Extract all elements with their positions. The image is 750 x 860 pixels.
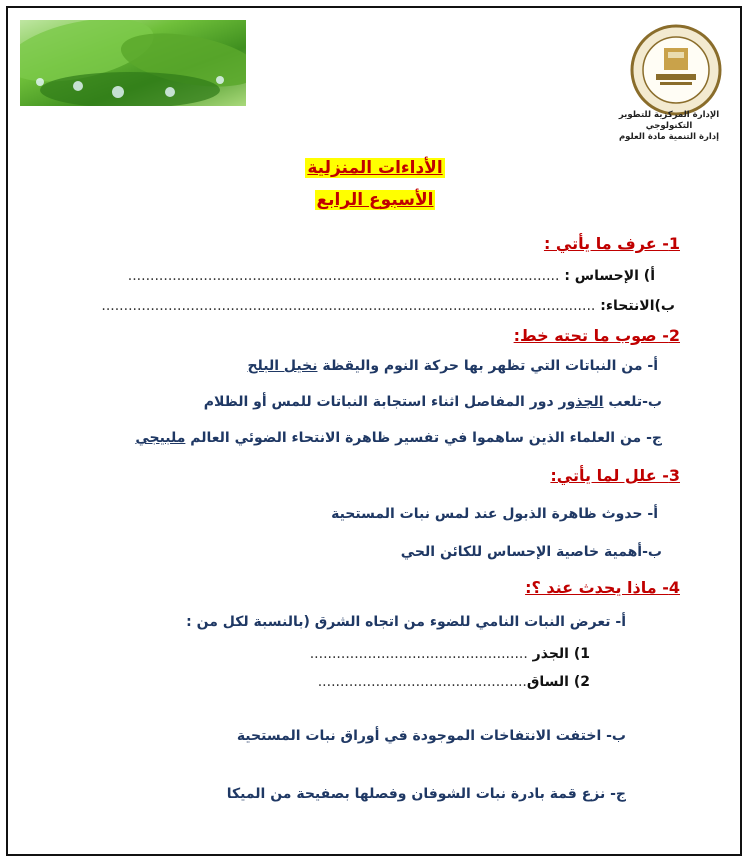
q1-item-b-label: ب)الانتحاء: [600,298,675,314]
q2-item-a [247,358,658,374]
q4-item-a2 [318,674,590,690]
ministry-seal-logo [620,24,732,124]
q1-item-a [128,268,655,284]
q1-heading [544,234,680,253]
q3-item-a: أ- حدوث ظاهرة الذبول عند لمس نبات المستحية [331,506,658,522]
q4-item-c: ج- نزع قمة بادرة نبات الشوفان وفصلها بصفيحة من الميكا [226,786,626,802]
q4-item-a: أ- تعرض النبات النامي للضوء من اتجاه الشرق (بالنسبة لكل من : [186,614,626,630]
q2-item-b-suffix: دور المفاصل اثناء استجابة النباتات للمس أو الظلام [203,394,559,410]
logo-caption-line1: الإدارة المركزية للتطوير التكنولوجي [618,110,720,131]
q2-item-c-underlined: ملبيجي [135,430,186,446]
q3-heading [550,466,680,485]
q4-item-a1-dots: ................................................. [309,646,528,662]
q3-heading-text: 3- علل لما يأتي: [550,466,680,485]
q4-item-a1-label: 1) الجذر [532,646,590,662]
q1-item-b-dots: ............................................................................................................... [101,298,596,314]
q2-heading-text: 2- صوب ما تحته خط: [513,326,680,345]
q2-heading [514,326,680,345]
q4-item-a2-dots: ............................................... [317,674,527,690]
q3-item-b: ب-أهمية خاصية الإحساس للكائن الحي [400,544,662,560]
page-title [0,158,750,178]
q2-item-c [135,430,662,446]
q4-item-b: ب- اختفت الانتفاخات الموجودة في أوراق نبات المستحية [236,728,626,744]
q2-item-b-prefix: ب-تلعب [603,394,662,410]
q4-item-a1 [310,646,590,662]
q4-heading-text: 4- ماذا يحدث عند ؟: [525,578,680,597]
q1-item-a-dots: ................................................................................................. [127,268,560,284]
q2-item-a-text: أ- من النباتات التي تظهر بها حركة النوم واليقظة [317,358,658,374]
q1-item-a-label: أ) الإحساس : [564,268,655,284]
leaves-photo [20,20,246,106]
q1-item-b [101,298,675,314]
q2-item-c-text: ج- من العلماء الذين ساهموا في تفسير ظاهرة الانتحاء الضوئي العالم [185,430,662,446]
page-title-text: الأداءات المنزلية [307,158,443,178]
q1-heading-text: 1- عرف ما يأتي : [543,234,680,253]
logo-caption-line2: إدارة التنمية مادة العلوم [618,132,720,142]
week-subtitle [0,190,750,210]
q4-item-a2-label: 2) الساق [526,674,590,690]
q2-item-b [204,394,662,410]
week-subtitle-text: الأسبوع الرابع [316,190,434,210]
q2-item-a-underlined: نخيل البلح [247,358,318,374]
logo-caption [604,110,734,143]
q4-heading [525,578,680,597]
q2-item-b-underlined: الجذور [558,394,604,410]
